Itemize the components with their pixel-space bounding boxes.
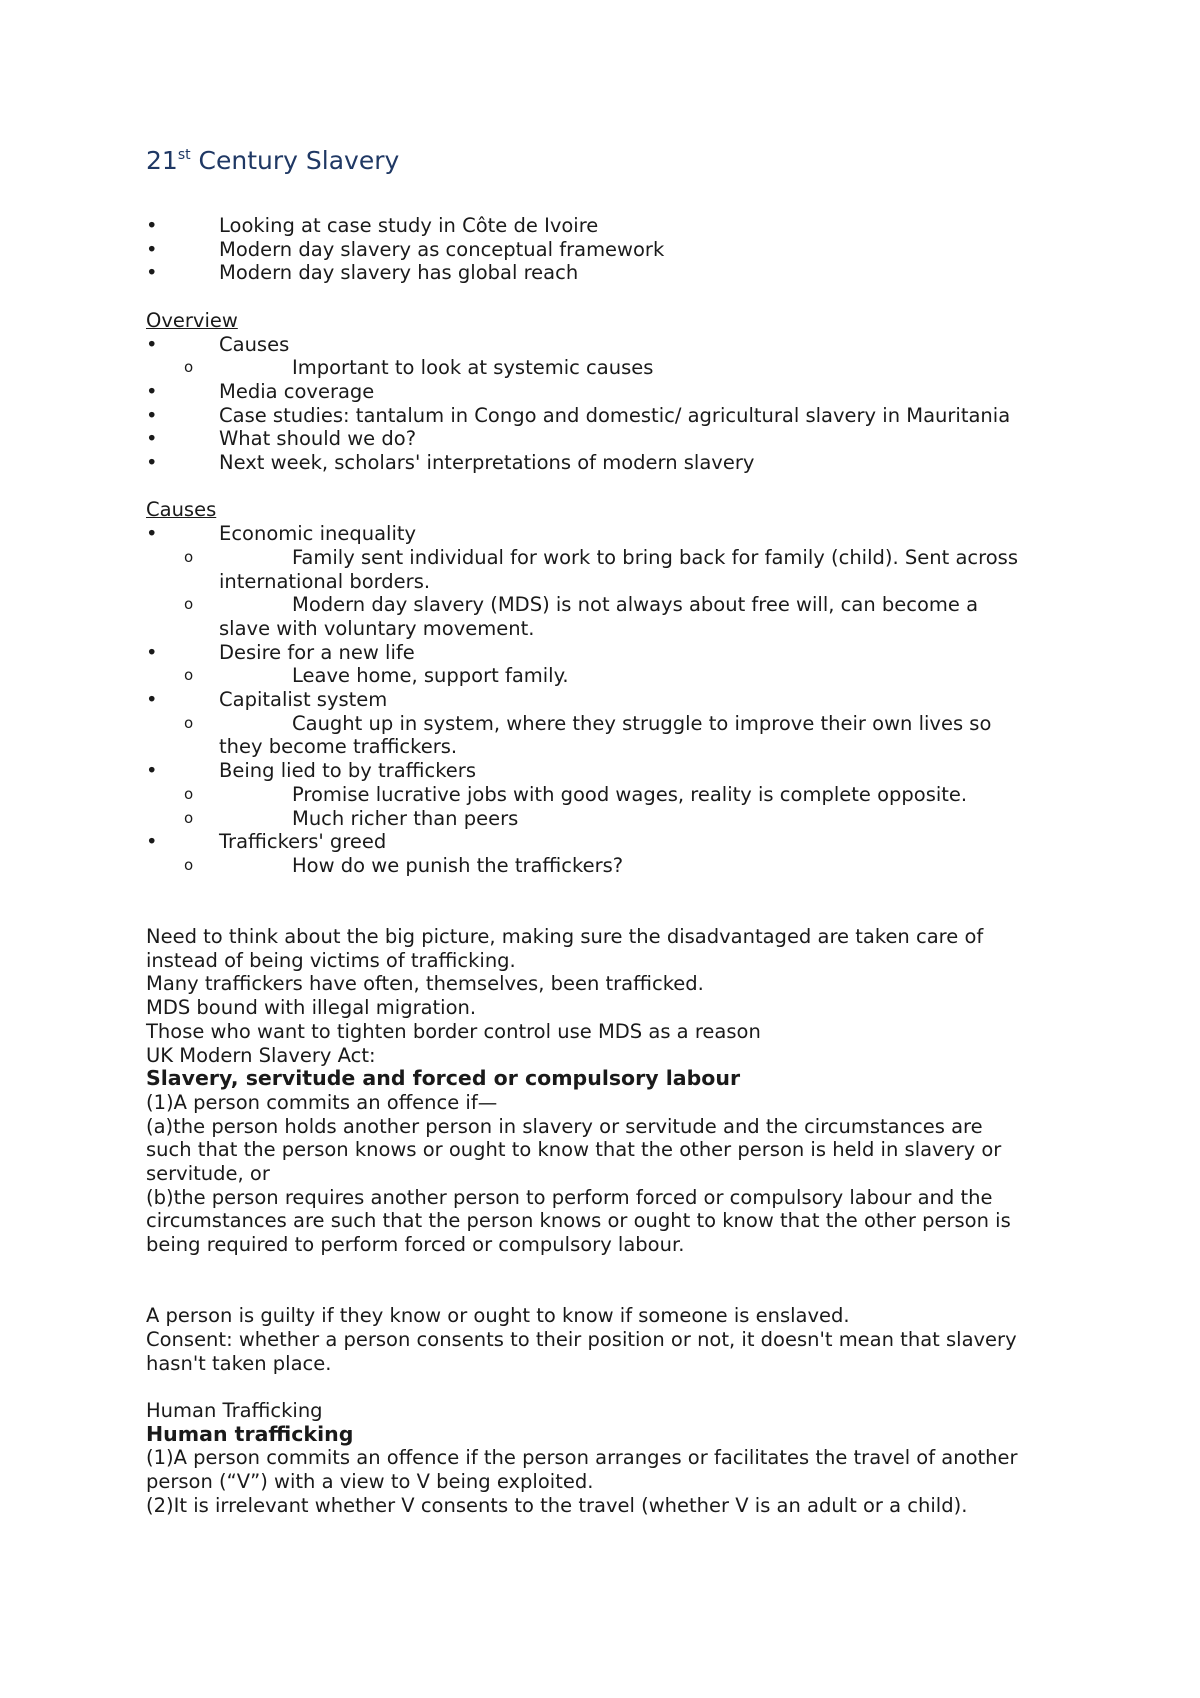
note-line: instead of being victims of trafficking. (146, 948, 516, 972)
list-item: • Being lied to by traffickers (146, 759, 476, 783)
trafficking-label: Human Trafficking (146, 1399, 323, 1423)
trafficking-line: (1)A person commits an offence if the person arranges or facilitates the travel of another (146, 1446, 1018, 1470)
note-line: UK Modern Slavery Act: (146, 1043, 376, 1067)
trafficking-line: person (“V”) with a view to V being exploited. (146, 1470, 594, 1494)
act-line: (b)the person requires another person to perform forced or compulsory labour and the (146, 1185, 993, 1209)
list-item: • Next week, scholars' interpretations of modern slavery (146, 451, 755, 475)
trafficking-heading: Human trafficking (146, 1421, 354, 1446)
causes-heading: Causes (146, 498, 217, 522)
guilt-line: A person is guilty if they know or ought to know if someone is enslaved. (146, 1304, 850, 1328)
list-item: • Media coverage (146, 379, 375, 403)
act-line: (1)A person commits an offence if— (146, 1090, 498, 1114)
sub-list-item: o Caught up in system, where they struggle to improve their own lives so they become traffickers. (184, 711, 992, 759)
guilt-line: Consent: whether a person consents to their position or not, it doesn't mean that slavery (146, 1327, 1017, 1351)
list-item: • Traffickers' greed (146, 830, 387, 854)
sub-list-item: o Leave home, support family. (184, 664, 569, 688)
note-line: MDS bound with illegal migration. (146, 996, 477, 1020)
guilt-line: hasn't taken place. (146, 1351, 332, 1375)
act-line: servitude, or (146, 1162, 270, 1186)
act-line: (a)the person holds another person in slavery or servitude and the circumstances are (146, 1114, 983, 1138)
act-section (146, 1067, 1086, 1257)
act-line: circumstances are such that the person knows or ought to know that the other person is (146, 1209, 1011, 1233)
guilt-block (146, 1304, 1086, 1375)
list-item: • Case studies: tantalum in Congo and domestic/ agricultural slavery in Mauritania (146, 403, 1011, 427)
sub-list-item: o Promise lucrative jobs with good wages, reality is complete opposite. (184, 782, 968, 806)
intro-list (146, 214, 1086, 285)
sub-list-item: o Important to look at systemic causes (184, 356, 654, 380)
note-line: Need to think about the big picture, making sure the disadvantaged are taken care of (146, 925, 984, 949)
document-body (146, 146, 1086, 1518)
notes-block (146, 925, 1086, 1067)
note-line: Many traffickers have often, themselves, been trafficked. (146, 972, 704, 996)
note-line: Those who want to tighten border control use MDS as a reason (146, 1019, 761, 1043)
list-item: • Desire for a new life (146, 640, 415, 664)
act-line: such that the person knows or ought to know that the other person is held in slavery or (146, 1138, 1002, 1162)
page-title: 21st Century Slavery (146, 146, 400, 175)
overview-list (146, 333, 1086, 475)
list-item: • Economic inequality (146, 522, 417, 546)
sub-list-item: o Much richer than peers (184, 806, 519, 830)
overview-heading: Overview (146, 308, 238, 332)
list-item: • Causes (146, 332, 290, 356)
list-item: • What should we do? (146, 427, 417, 451)
sub-list-item: o How do we punish the traffickers? (184, 853, 624, 877)
list-item: • Modern day slavery as conceptual framework (146, 237, 665, 261)
trafficking-line: (2)It is irrelevant whether V consents to the travel (whether V is an adult or a child). (146, 1493, 968, 1517)
act-line: being required to perform forced or compulsory labour. (146, 1233, 685, 1257)
trafficking-section (146, 1399, 1086, 1518)
sub-list-item: o Family sent individual for work to bring back for family (child). Sent across international borders. (184, 545, 1018, 593)
list-item: • Capitalist system (146, 688, 388, 712)
sub-list-item: o Modern day slavery (MDS) is not always about free will, can become a slave with voluntary movement. (184, 593, 979, 640)
causes-list (146, 522, 1086, 878)
act-heading: Slavery, servitude and forced or compulsory labour (146, 1066, 741, 1091)
list-item: • Modern day slavery has global reach (146, 261, 579, 285)
list-item: • Looking at case study in Côte de Ivoire (146, 214, 599, 237)
